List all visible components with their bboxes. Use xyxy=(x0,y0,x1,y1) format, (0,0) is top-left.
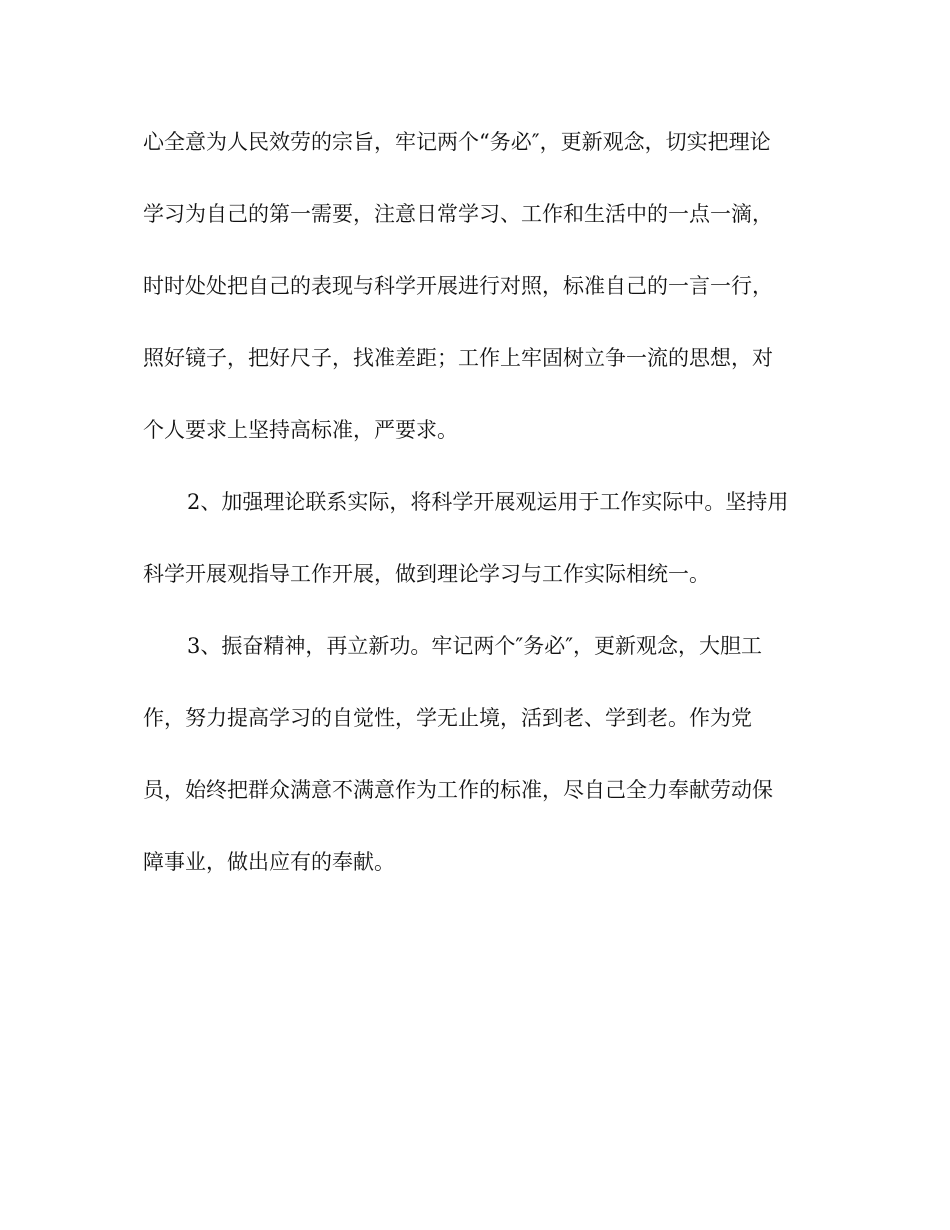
text-line: 时时处处把自己的表现与科学开展进行对照，标准自己的一言一行， xyxy=(143,274,773,298)
text-line: 学习为自己的第一需要，注意日常学习、工作和生活中的一点一滴， xyxy=(143,202,773,226)
text-line: 障事业，做出应有的奉献。 xyxy=(143,850,395,874)
text-line: 个人要求上坚持高标准，严要求。 xyxy=(143,418,458,442)
text-line: 科学开展观指导工作开展，做到理论学习与工作实际相统一。 xyxy=(143,562,710,586)
text-line: 心全意为人民效劳的宗旨，牢记两个“务必″，更新观念，切实把理论 xyxy=(143,130,771,154)
text-line: 照好镜子，把好尺子，找准差距；工作上牢固树立争一流的思想，对 xyxy=(143,346,773,370)
text-line: 员，始终把群众满意不满意作为工作的标准，尽自己全力奉献劳动保 xyxy=(143,778,773,802)
document-body xyxy=(143,116,808,908)
paragraph-3-start: 3、振奋精神，再立新功。牢记两个″务必″，更新观念，大胆工 xyxy=(187,634,763,658)
text-line: 作，努力提高学习的自觉性，学无止境，活到老、学到老。作为党 xyxy=(143,706,752,730)
paragraph-2-start: 2、加强理论联系实际，将科学开展观运用于工作实际中。坚持用 xyxy=(187,490,789,514)
